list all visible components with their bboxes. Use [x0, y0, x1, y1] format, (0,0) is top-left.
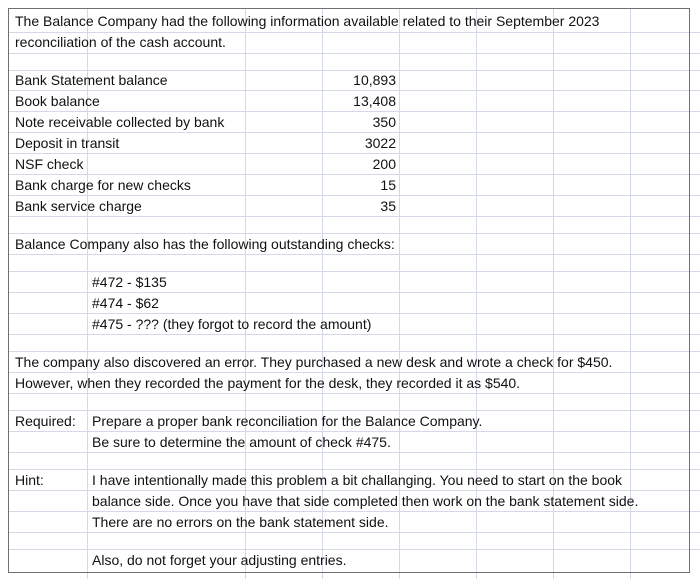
- intro-line-2: reconciliation of the cash account.: [15, 34, 226, 50]
- hint-label: Hint:: [15, 472, 44, 488]
- error-note-line-2: However, when they recorded the payment for the desk, they recorded it as $540.: [15, 375, 521, 391]
- item-label-nsf-check: NSF check: [15, 156, 84, 172]
- item-label-deposit-in-transit: Deposit in transit: [15, 135, 120, 151]
- item-label-note-receivable: Note receivable collected by bank: [15, 114, 225, 130]
- item-value-note-receivable: 350: [372, 114, 396, 130]
- outstanding-checks-heading: Balance Company also has the following outstanding checks:: [15, 236, 395, 252]
- item-label-bank-service-charge: Bank service charge: [15, 198, 142, 214]
- item-label-bank-charge-new-checks: Bank charge for new checks: [15, 177, 191, 193]
- outstanding-check-475: #475 - ??? (they forgot to record the amount): [92, 316, 372, 332]
- required-line-1: Prepare a proper bank reconciliation for the Balance Company.: [92, 413, 483, 429]
- item-value-nsf-check: 200: [372, 156, 396, 172]
- required-label: Required:: [15, 413, 76, 429]
- item-value-deposit-in-transit: 3022: [364, 135, 396, 151]
- item-label-bank-statement-balance: Bank Statement balance: [15, 72, 168, 88]
- item-value-bank-charge-new-checks: 15: [380, 177, 396, 193]
- item-label-book-balance: Book balance: [15, 93, 100, 109]
- outstanding-check-474: #474 - $62: [92, 295, 159, 311]
- item-value-book-balance: 13,408: [353, 93, 396, 109]
- outstanding-check-472: #472 - $135: [92, 274, 167, 290]
- item-value-bank-statement-balance: 10,893: [353, 72, 396, 88]
- hint-line-3: There are no errors on the bank statement side.: [92, 514, 389, 530]
- hint-line-1: I have intentionally made this problem a bit challanging. You need to start on the book: [92, 472, 623, 488]
- hint-line-4: Also, do not forget your adjusting entries.: [92, 552, 347, 568]
- item-value-bank-service-charge: 35: [380, 198, 396, 214]
- intro-line-1: The Balance Company had the following information available related to their September 2023: [15, 13, 600, 29]
- hint-line-2: balance side. Once you have that side completed then work on the bank statement side.: [92, 493, 639, 509]
- error-note-line-1: The company also discovered an error. They purchased a new desk and wrote a check for $450.: [15, 354, 613, 370]
- required-line-2: Be sure to determine the amount of check #475.: [92, 434, 391, 450]
